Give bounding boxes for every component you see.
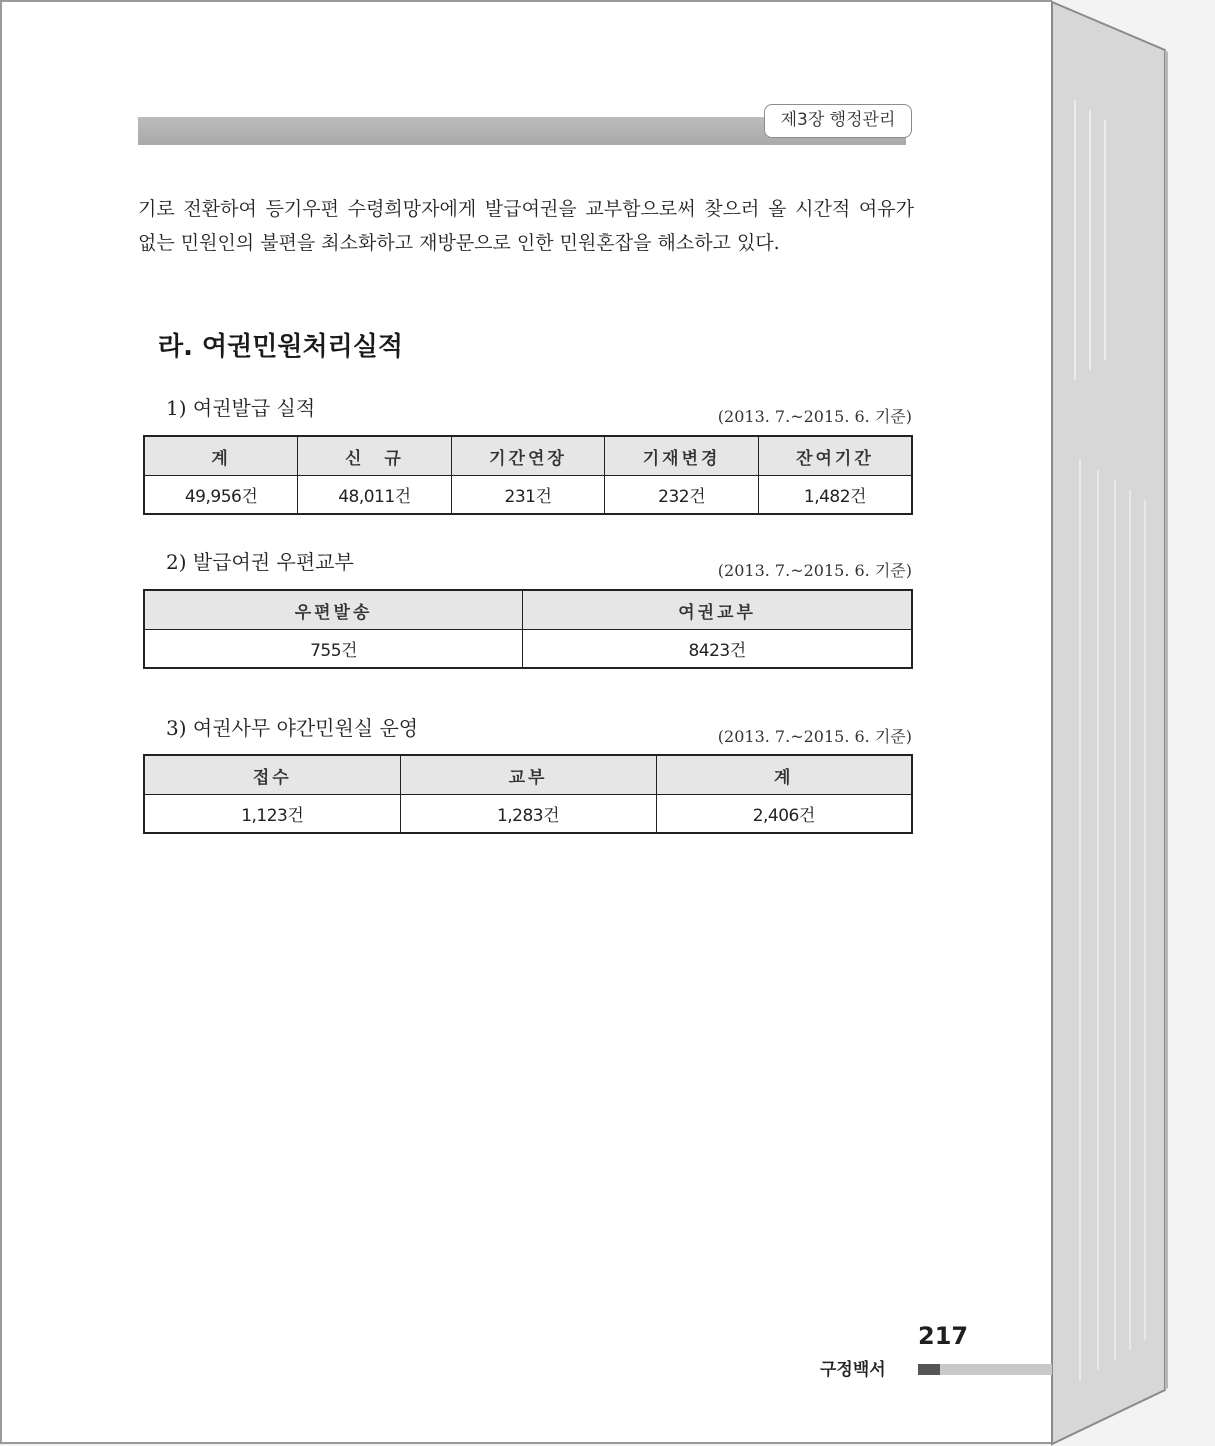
- table-cell: 232건: [605, 476, 759, 515]
- table-header-cell: 우편발송: [144, 590, 523, 630]
- table-row: [144, 630, 912, 669]
- table-header-cell: 접수: [144, 755, 400, 795]
- book-page-edges: [1050, 0, 1215, 1446]
- table-cell: 8423건: [523, 630, 912, 669]
- table-header-row: [144, 755, 912, 795]
- table-header-row: [144, 590, 912, 630]
- table-cell: 1,283건: [400, 795, 656, 834]
- postal-delivery-table: [143, 589, 913, 669]
- table-cell: 755건: [144, 630, 523, 669]
- passport-issuance-table: [143, 435, 913, 515]
- table-header-cell: 계: [144, 436, 298, 476]
- table2-title: 2) 발급여권 우편교부: [166, 550, 354, 574]
- table-header-cell: 기간연장: [451, 436, 605, 476]
- table-header-cell: 기재변경: [605, 436, 759, 476]
- table2-period: (2013. 7.~2015. 6. 기준): [717, 561, 912, 580]
- table-header-cell: 여권교부: [523, 590, 912, 630]
- footer-bar-accent: [918, 1364, 940, 1375]
- table-cell: 1,123건: [144, 795, 400, 834]
- table-cell: 2,406건: [656, 795, 912, 834]
- night-office-table: [143, 754, 913, 834]
- table-cell: 231건: [451, 476, 605, 515]
- table-cell: 1,482건: [758, 476, 912, 515]
- table-header-row: [144, 436, 912, 476]
- table-cell: 49,956건: [144, 476, 298, 515]
- table-header-cell: 신 규: [298, 436, 452, 476]
- table-header-cell: 교부: [400, 755, 656, 795]
- table-header-cell: 계: [656, 755, 912, 795]
- chapter-tab: 제3장 행정관리: [764, 104, 912, 138]
- intro-paragraph: 기로 전환하여 등기우편 수령희망자에게 발급여권을 교부함으로써 찾으러 올 시간적 여유가 없는 민원인의 불편을 최소화하고 재방문으로 인한 민원혼잡을 해소하고 있다.: [138, 198, 914, 254]
- page-number: 217: [918, 1322, 969, 1350]
- footer-bar: [940, 1364, 1052, 1375]
- table1-title: 1) 여권발급 실적: [166, 396, 316, 420]
- table-cell: 48,011건: [298, 476, 452, 515]
- section-title: 라. 여권민원처리실적: [158, 332, 403, 362]
- table-row: [144, 476, 912, 515]
- table1-period: (2013. 7.~2015. 6. 기준): [717, 407, 912, 426]
- table3-period: (2013. 7.~2015. 6. 기준): [717, 727, 912, 746]
- book-title: 구정백서: [820, 1360, 886, 1380]
- table-row: [144, 795, 912, 834]
- table-header-cell: 잔여기간: [758, 436, 912, 476]
- table3-title: 3) 여권사무 야간민원실 운영: [166, 716, 419, 740]
